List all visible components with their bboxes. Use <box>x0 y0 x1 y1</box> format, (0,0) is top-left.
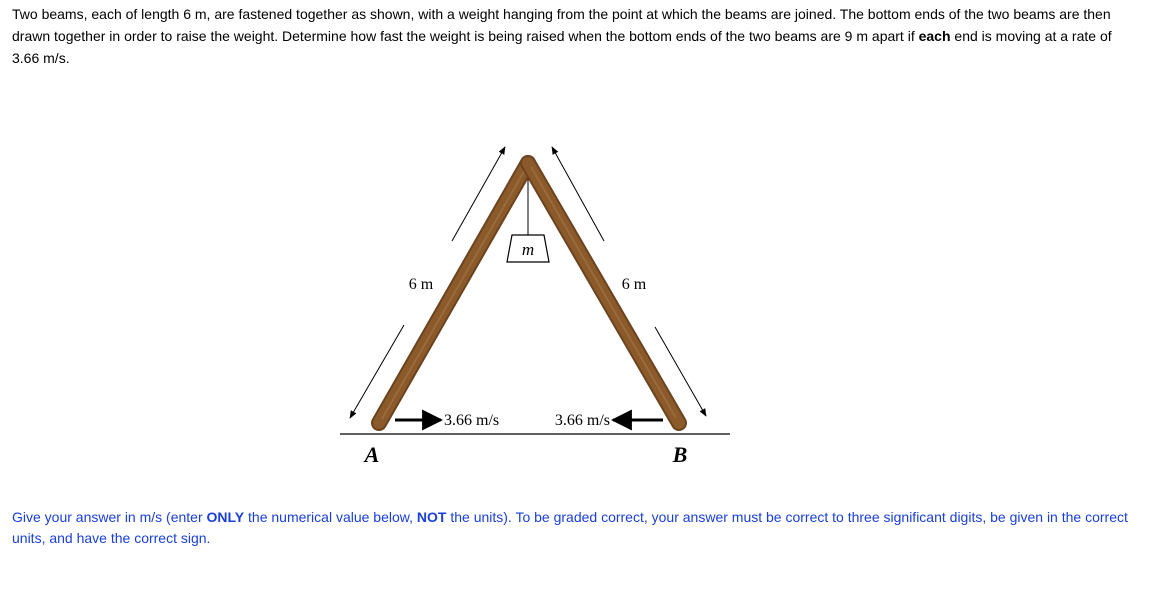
velocity-label-right: 3.66 m/s <box>554 412 610 429</box>
instr-text-3: the units). To be graded correct, your answer must be correct to three significant digits, be given in the correct units, and have the correct sign. <box>12 509 1128 546</box>
instr-text-2: the numerical value below, <box>244 509 417 525</box>
instr-text-1: Give your answer in m/s (enter <box>12 509 207 525</box>
answer-instructions <box>12 507 1132 549</box>
point-b-label: B <box>672 442 688 467</box>
mass-label: m <box>521 240 535 259</box>
velocity-label-left: 3.66 m/s <box>444 412 500 429</box>
right-beam <box>528 163 679 423</box>
problem-text-2: end is moving at a rate of 3.66 m/s. <box>12 28 1112 66</box>
left-length-label: 6 m <box>408 276 434 293</box>
left-beam <box>379 163 528 423</box>
problem-bold-each: each <box>918 28 951 44</box>
point-a-label: A <box>364 442 380 467</box>
problem-text-1: Two beams, each of length 6 m, are fastened together as shown, with a weight hanging from the point at which the beams are joined. The bottom ends of the two beams are then drawn together in order to raise the weight. Determine how fast the weight is being raised when the bottom ends of the two beams are 9 m apart if <box>12 6 1111 44</box>
instr-bold-only: ONLY <box>206 509 245 525</box>
right-length-label: 6 m <box>621 276 647 293</box>
instr-bold-not: NOT <box>416 509 447 525</box>
